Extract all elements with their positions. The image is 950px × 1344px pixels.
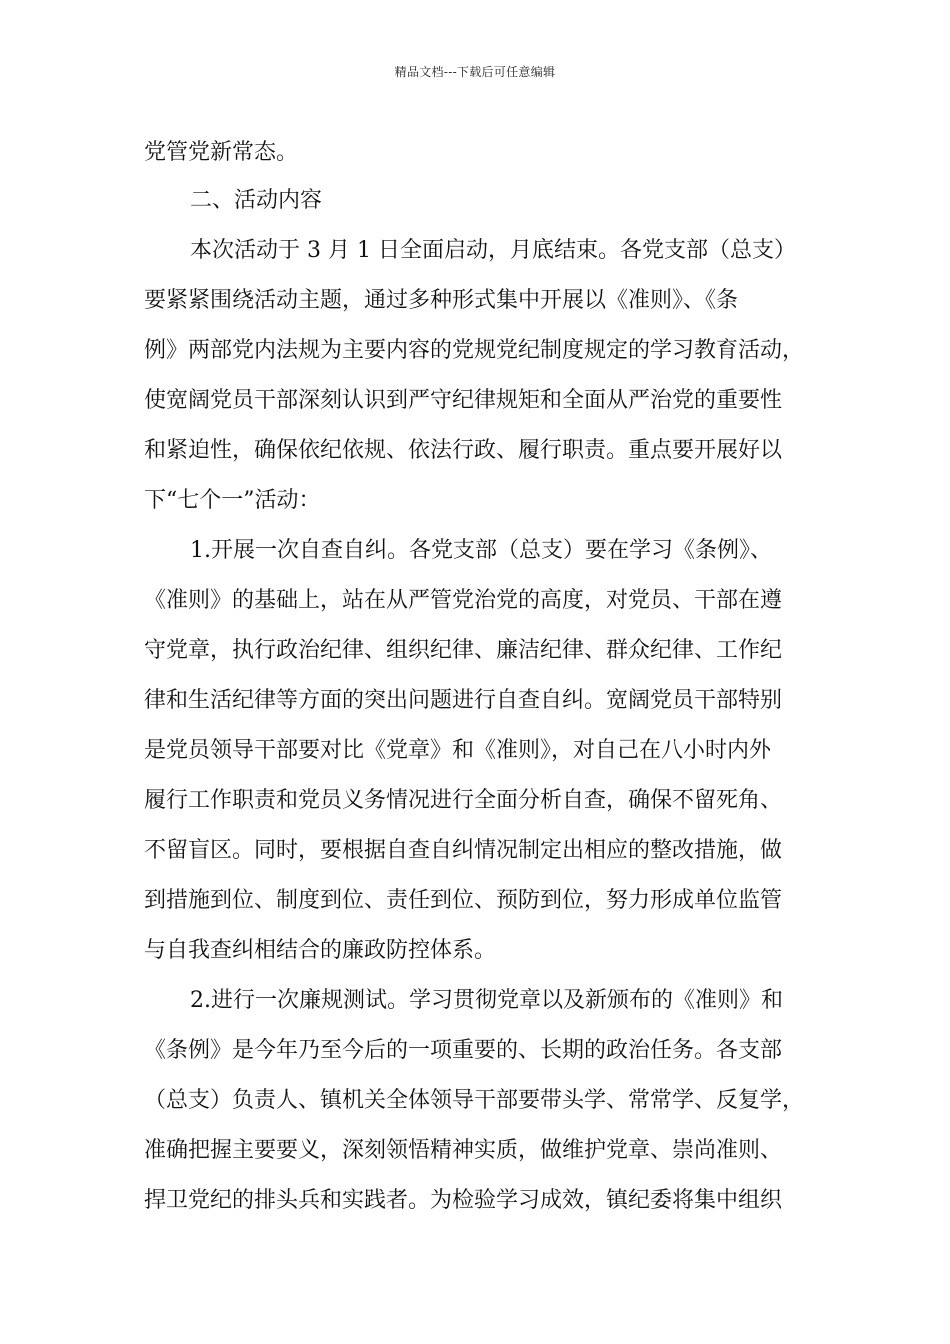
text-line: 《准则》的基础上，站在从严管党治党的高度，对党员、干部在遵 — [144, 588, 783, 613]
page-header: 精品文档---下载后可任意编辑 — [394, 65, 556, 79]
text-line: 律和生活纪律等方面的突出问题进行自查自纠。宽阔党员干部特别 — [144, 688, 783, 713]
text-line: 本次活动于 3 月 1 日全面启动，月底结束。各党支部（总支） — [190, 238, 796, 263]
text-line: （总支）负责人、镇机关全体领导干部要带头学、常常学、反复学， — [144, 1088, 805, 1113]
section-heading: 二、活动内容 — [190, 188, 323, 213]
text-line: 例》两部党内法规为主要内容的党规党纪制度规定的学习教育活动， — [144, 338, 805, 363]
text-line: 下“七个一”活动： — [144, 488, 321, 513]
text-line: 到措施到位、制度到位、责任到位、预防到位，努力形成单位监管 — [144, 888, 783, 913]
text-line: 准确把握主要要义，深刻领悟精神实质，做维护党章、崇尚准则、 — [144, 1138, 783, 1163]
text-line: 是党员领导干部要对比《党章》和《准则》，对自己在八小时内外 — [144, 738, 772, 763]
text-line: 和紧迫性，确保依纪依规、依法行政、履行职责。重点要开展好以 — [144, 438, 783, 463]
text-line: 使宽阔党员干部深刻认识到严守纪律规矩和全面从严治党的重要性 — [144, 388, 783, 413]
text-line: 履行工作职责和党员义务情况进行全面分析自查，确保不留死角、 — [144, 788, 783, 813]
text-line: 2.进行一次廉规测试。学习贯彻党章以及新颁布的《准则》和 — [190, 988, 783, 1013]
text-line: 《条例》是今年乃至今后的一项重要的、长期的政治任务。各支部 — [144, 1038, 783, 1063]
text-line: 与自我查纠相结合的廉政防控体系。 — [144, 938, 497, 963]
text-line: 守党章，执行政治纪律、组织纪律、廉洁纪律、群众纪律、工作纪 — [144, 638, 783, 663]
text-line: 1.开展一次自查自纠。各党支部（总支）要在学习《条例》、 — [190, 538, 772, 563]
text-line: 不留盲区。同时，要根据自查自纠情况制定出相应的整改措施，做 — [144, 838, 783, 863]
text-line: 要紧紧围绕活动主题，通过多种形式集中开展以《准则》、《条 — [144, 288, 739, 313]
text-line: 党管党新常态。 — [144, 140, 299, 165]
text-line: 捍卫党纪的排头兵和实践者。为检验学习成效，镇纪委将集中组织 — [144, 1188, 783, 1213]
